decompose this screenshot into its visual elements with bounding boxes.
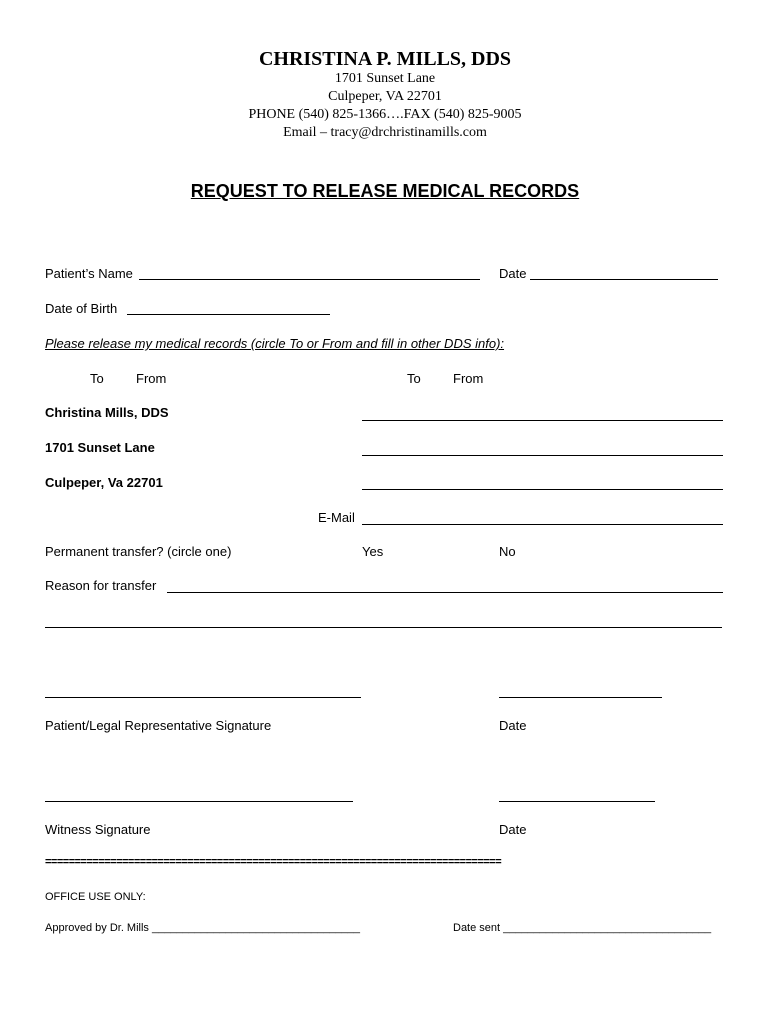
dob-label: Date of Birth	[45, 301, 118, 316]
witness-signature-label: Witness Signature	[45, 822, 151, 837]
witness-date-field[interactable]	[499, 801, 655, 802]
date-label: Date	[499, 266, 527, 281]
patient-signature-date-label: Date	[499, 718, 527, 733]
patient-name-field[interactable]	[139, 279, 480, 280]
patient-signature-label: Patient/Legal Representative Signature	[45, 718, 272, 733]
provider-city: Culpeper, Va 22701	[45, 475, 163, 490]
reason-field-continued[interactable]	[45, 627, 722, 628]
provider-street: 1701 Sunset Lane	[45, 440, 155, 455]
witness-date-label: Date	[499, 822, 527, 837]
to-option-right[interactable]: To	[407, 371, 421, 386]
date-sent-label: Date sent	[453, 922, 501, 934]
from-option-right[interactable]: From	[453, 371, 484, 386]
other-dds-city-field[interactable]	[362, 489, 723, 490]
approved-by-label: Approved by Dr. Mills	[45, 922, 149, 934]
yes-option[interactable]: Yes	[362, 544, 384, 559]
office-use-heading: OFFICE USE ONLY:	[45, 891, 146, 903]
approved-by-row	[45, 922, 360, 934]
witness-signature-field[interactable]	[45, 801, 353, 802]
date-field[interactable]	[530, 279, 718, 280]
patient-name-label: Patient’s Name	[45, 266, 133, 281]
other-dds-name-field[interactable]	[362, 420, 723, 421]
form-title: REQUEST TO RELEASE MEDICAL RECORDS	[190, 181, 580, 201]
practice-email: Email – tracy@drchristinamills.com	[283, 125, 487, 140]
reason-field[interactable]	[167, 592, 723, 593]
practice-name: CHRISTINA P. MILLS, DDS	[258, 48, 512, 70]
other-dds-email-field[interactable]	[362, 524, 723, 525]
no-option[interactable]: No	[499, 544, 516, 559]
reason-label: Reason for transfer	[45, 578, 157, 593]
practice-street: 1701 Sunset Lane	[334, 71, 436, 86]
date-sent-row	[453, 922, 711, 934]
to-option-left[interactable]: To	[90, 371, 104, 386]
practice-phone-fax: PHONE (540) 825-1366….FAX (540) 825-9005	[248, 107, 522, 122]
provider-name: Christina Mills, DDS	[45, 405, 169, 420]
dob-field[interactable]	[127, 314, 330, 315]
email-label: E-Mail	[318, 510, 355, 525]
permanent-transfer-label: Permanent transfer? (circle one)	[45, 544, 232, 559]
separator: =============================================================================	[45, 856, 502, 868]
date-sent-field[interactable]: __________________________________	[503, 922, 712, 934]
patient-signature-date-field[interactable]	[499, 697, 662, 698]
other-dds-street-field[interactable]	[362, 455, 723, 456]
practice-city: Culpeper, VA 22701	[328, 89, 442, 104]
patient-signature-field[interactable]	[45, 697, 361, 698]
from-option-left[interactable]: From	[136, 371, 167, 386]
approved-by-field[interactable]: __________________________________	[152, 922, 361, 934]
release-instruction: Please release my medical records (circle To or From and fill in other DDS info):	[45, 336, 505, 351]
